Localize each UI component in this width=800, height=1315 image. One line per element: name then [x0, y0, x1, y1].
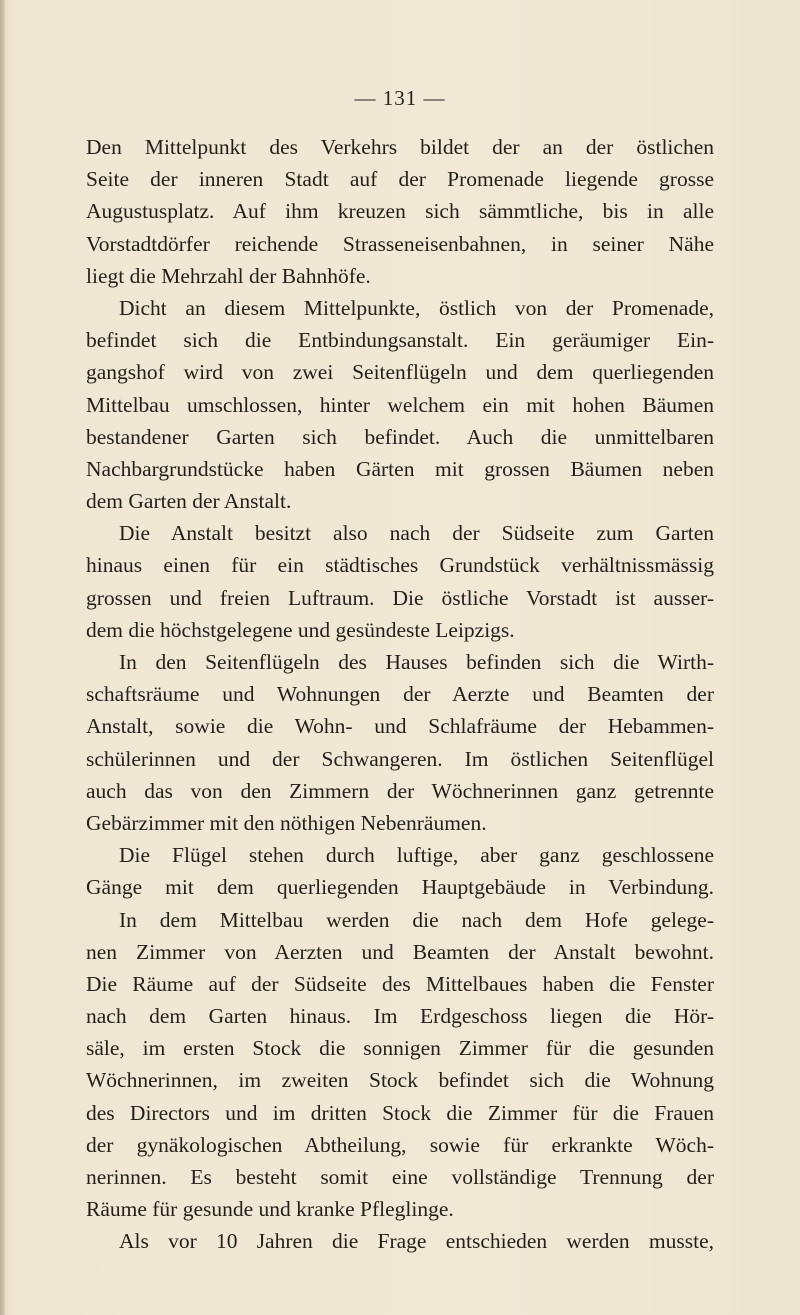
text-line: Räume für gesunde und kranke Pfleglinge. [86, 1197, 454, 1222]
text-line: hinaus einen für ein städtisches Grundstück verhältnissmässig [86, 553, 714, 578]
text-line: säle, im ersten Stock die sonnigen Zimmer für die gesunden [86, 1036, 714, 1061]
text-line: Die Räume auf der Südseite des Mittelbaues haben die Fenster [86, 971, 714, 996]
page-number: — 131 — [354, 86, 446, 110]
text-line: Augustusplatz. Auf ihm kreuzen sich sämmtliche, bis in alle [86, 199, 714, 224]
text-line: In dem Mittelbau werden die nach dem Hofe gelege- [119, 907, 714, 932]
text-line: Gänge mit dem querliegenden Hauptgebäude in Verbindung. [86, 875, 714, 900]
text-line: schaftsräume und Wohnungen der Aerzte und Beamten der [86, 682, 714, 707]
text-line: grossen und freien Luftraum. Die östliche Vorstadt ist ausser- [86, 585, 714, 610]
text-line: In den Seitenflügeln des Hauses befinden sich die Wirth- [119, 650, 714, 674]
text-line: Mittelbau umschlossen, hinter welchem ein mit hohen Bäumen [86, 392, 714, 417]
text-line: bestandener Garten sich befindet. Auch die unmittelbaren [86, 424, 714, 449]
text-line: Vorstadtdörfer reichende Strasseneisenbahnen, in seiner Nähe [86, 231, 714, 256]
text-line: Gebärzimmer mit den nöthigen Nebenräumen. [86, 810, 487, 835]
text-line: Als vor 10 Jahren die Frage entschieden werden musste, [119, 1229, 714, 1254]
text-line: Die Anstalt besitzt also nach der Südseite zum Garten [119, 521, 714, 546]
text-line: der gynäkologischen Abtheilung, sowie für erkrankte Wöch- [86, 1132, 714, 1157]
page-binding-edge [0, 0, 5, 1315]
text-line: auch das von den Zimmern der Wöchnerinnen ganz getrennte [86, 778, 714, 803]
text-line: Seite der inneren Stadt auf der Promenade liegende grosse [86, 167, 714, 192]
text-line: nerinnen. Es besteht somit eine vollständige Trennung der [86, 1165, 714, 1189]
body-text [86, 131, 714, 1258]
text-line: gangshof wird von zwei Seitenflügeln und dem querliegenden [86, 360, 714, 385]
text-line: nen Zimmer von Aerzten und Beamten der Anstalt bewohnt. [86, 939, 714, 964]
text-line: dem die höchstgelegene und gesündeste Leipzigs. [86, 617, 515, 642]
text-line: nach dem Garten hinaus. Im Erdgeschoss liegen die Hör- [86, 1004, 714, 1029]
text-line: dem Garten der Anstalt. [86, 489, 292, 514]
text-line: Wöchnerinnen, im zweiten Stock befindet sich die Wohnung [86, 1068, 714, 1093]
text-line: Den Mittelpunkt des Verkehrs bildet der an der östlichen [86, 135, 714, 159]
text-line: schülerinnen und der Schwangeren. Im östlichen Seitenflügel [86, 746, 714, 771]
text-line: Anstalt, sowie die Wohn- und Schlafräume der Hebammen- [86, 714, 714, 739]
text-line: Die Flügel stehen durch luftige, aber ganz geschlossene [119, 843, 714, 868]
text-line: liegt die Mehrzahl der Bahnhöfe. [86, 263, 371, 288]
text-line: befindet sich die Entbindungsanstalt. Ein geräumiger Ein- [86, 328, 714, 353]
text-line: Nachbargrundstücke haben Gärten mit grossen Bäumen neben [86, 456, 714, 481]
text-line: Dicht an diesem Mittelpunkte, östlich von der Promenade, [119, 295, 714, 320]
text-line: des Directors und im dritten Stock die Zimmer für die Frauen [86, 1100, 714, 1125]
